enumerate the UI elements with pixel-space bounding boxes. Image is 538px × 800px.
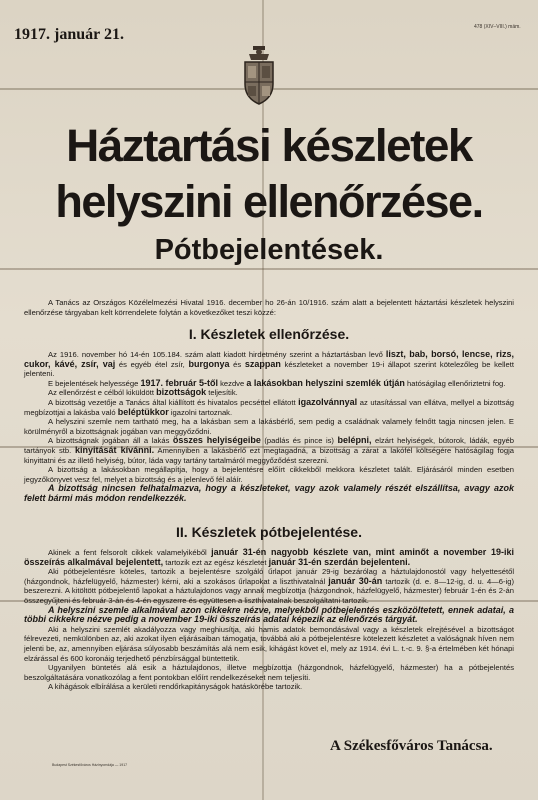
section-2-heading: II. Készletek pótbejelentése. bbox=[176, 524, 362, 540]
coat-of-arms-icon bbox=[241, 46, 277, 108]
s1-paragraph-2: E bejelentések helyessége 1917. február 5-től kezdve a lakásokban helyszini szemlék útján hatóságilag ellenőriztetni fog. bbox=[48, 377, 506, 388]
poster-date: 1917. január 21. bbox=[14, 26, 124, 43]
s2-paragraph-2: Aki pótbejelentésre köteles, tartozik a bejelentésre szolgáló űrlapot január 29-ig bezárólag a háztulajdonostól vagy helyettesétől (házgondnok, házfelügyelő, házmester) kérni, aki a szokásos űrlapokat a liszthivatalnál január 30-án tartozik (d. e. 8—12-ig, d. u. 4—6-ig) beszerezni. A kitöltött pótbejelentő lapokat a háztulajdonos vagy annak megbízottja (házgondnok, házfelügyelő, házmester) február 1-én és 2-án összegyűjteni és február 3-án és 4-én egyszerre és együttesen a liszthivatalnak beszolgáltatni tartozik. bbox=[24, 567, 514, 605]
title-line-2: helyszini ellenőrzése. bbox=[55, 176, 483, 227]
s2-paragraph-5: Ugyanilyen büntetés alá esik a háztulajdonos, illetve megbízottja (házgondnok, házfelügyelő, házmester) ha a pótbejelentés beszolgáltatására vonatkozólag a fent pontokban előírt rendelkezéseket nem teljesíti. bbox=[24, 663, 514, 682]
print-number: 478 (XIV–VIII.) mám. bbox=[474, 24, 521, 30]
s1-paragraph-4: A bizottság vezetője a Tanács által kiállított és hivatalos pecséttel ellátott igazolvánnyal az utasítással van ellátva, mellyel a bizottság megbízottjai a lakásba való beléptükkor igazolni tartoznak. bbox=[24, 396, 515, 417]
s2-paragraph-4: Aki a helyszini szemlét akadályozza vagy meghiusítja, aki hamis adatok bemondásával vagy a készletek elrejtésével a bizottságot félrevezeti, nemkülönben az, aki azokat ilyen eljárásaiban támogatja, továbbá aki a pótbejelentésre kötelezett készletet a valóságnak híven nem jelenti be, az, amennyiben eljárása súlyosabb beszámítás alá nem esik, kihágást követ el, mely az 1914. évi L. t.-c. 9. §-a értelmében két hónapi elzárással és 600 koronáig terjedhető pénzbírsággal büntettetik. bbox=[24, 624, 514, 663]
intro-text: A Tanács az Országos Közélelmezési Hivatal 1916. december ho 26-án 10/1916. szám alatt a bejelentett háztartási készletek helyszini ellenőrzése tárgyaban kelt körrendelete folytán a következőket teszi közzé: bbox=[24, 298, 514, 317]
s2-paragraph-6: A kihágások elbírálása a kerületi rendőrkapitányságok hatáskörébe tartozik. bbox=[48, 682, 303, 692]
s1-paragraph-5: A helyszini szemle nem tartható meg, ha a lakásban sem a lakásbérlő, sem pedig a családnak valamely felnőtt tagja nincsen jelen. E körülményről a bizottságnak jogában van meggyőződni. bbox=[24, 417, 514, 436]
s2-paragraph-1: Akinek a fent felsorolt cikkek valamelyikéből január 31-én nagyobb készlete van, mint aminőt a november 19-iki összeírás alkalmával bejelentett, tartozik ezt az egész készletet január 31-én szerdán bejelenteni. bbox=[24, 547, 514, 567]
printer-note: Budapest Székesfőváros Házinyomdája — 1917 bbox=[52, 763, 128, 767]
s1-paragraph-3: Az ellenőrzést e célból kiküldött bizottságok teljesítik. bbox=[48, 387, 238, 398]
section-1-heading: I. Készletek ellenőrzése. bbox=[188, 326, 350, 342]
section-2-body bbox=[24, 548, 514, 692]
intro-paragraph bbox=[24, 298, 514, 317]
signature: A Székesfőváros Tanácsa. bbox=[330, 738, 493, 754]
fold-line bbox=[0, 268, 538, 270]
title-line-1: Háztartási készletek bbox=[66, 120, 472, 171]
section-1-body bbox=[24, 350, 514, 504]
s1-paragraph-7: A bizottság a lakásokban megállapítja, hogy a bejelentésre előírt cikkekből mekkora készletet talált. Eljárásáról minden esetben jegyzőkönyvet vesz fel, melyet a bizottság és a jelenlevő fél aláír. bbox=[24, 465, 514, 484]
s1-paragraph-1: Az 1916. november hó 14-én 105.184. szám alatt kiadott hirdetmény szerint a háztartásban levő liszt, bab, borsó, lencse, rizs, cukor, kávé, zsír, vaj és egyéb étel zsír, burgonya és szappan készleteket a november 19-i állapot szerint kötelezőleg be kellett jelenteni. bbox=[24, 349, 514, 379]
s2-paragraph-3: A helyszini szemle alkalmával azon cikkekre nézve, melyekből pótbejelentés eszközöltetett, ennek adatai, a többi cikkekre nézve pedig a november 19-iki összeírás adatai képezik az ellenőrzés tárgyát. bbox=[24, 604, 514, 625]
s1-paragraph-6: A bizottságnak jogában áll a lakás összes helyiségeibe (padlás és pince is) belépni, elzárt helyiségek, bútorok, ládák, egyéb tartányok stb. kinyitását kívánni. Amennyiben a lakásbérlő ezt megtagadná, a bizottság a zárat a lakófél költségére hatóságilag fogja kinyittatni és az illető helyiség, bútor, láda vagy tartány tartalmáról meggyőződést szerezni. bbox=[24, 435, 514, 465]
title-line-3: Pótbejelentések. bbox=[154, 234, 384, 266]
s1-paragraph-8: A bizottság nincsen felhatalmazva, hogy a készleteket, vagy azok valamely részét elszállítsa, avagy azok felett bármi más módon rendelkezzék. bbox=[24, 483, 514, 503]
